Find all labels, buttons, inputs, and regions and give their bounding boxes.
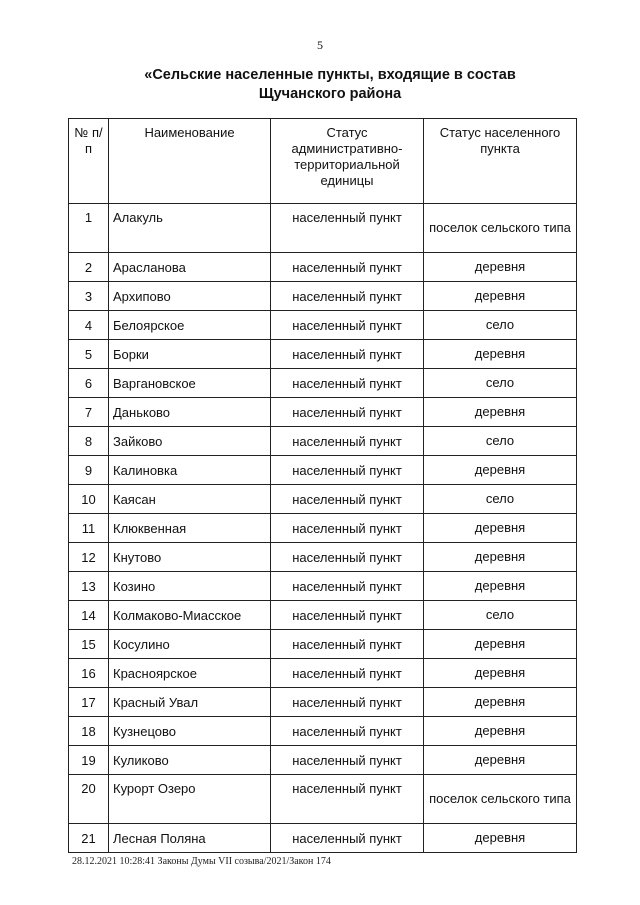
row-name: Колмаково-Миасское [109,601,271,630]
table-row [69,369,577,398]
row-admin-status: населенный пункт [271,427,424,456]
row-admin-status: населенный пункт [271,746,424,775]
row-settlement-status: деревня [424,659,577,688]
row-settlement-status: деревня [424,688,577,717]
row-settlement-status: деревня [424,514,577,543]
table-row [69,775,577,824]
row-name: Красноярское [109,659,271,688]
table-row [69,427,577,456]
row-admin-status: населенный пункт [271,282,424,311]
document-title-line-1: «Сельские населенные пункты, входящие в состав [144,67,516,83]
row-settlement-status: село [424,311,577,340]
table-row [69,398,577,427]
row-admin-status: населенный пункт [271,340,424,369]
document-footer: 28.12.2021 10:28:41 Законы Думы VII созыва/2021/Закон 174 [72,856,331,867]
header-settlement-status: Статус населенного пункта [424,119,577,204]
row-number: 6 [69,369,109,398]
row-settlement-status: деревня [424,340,577,369]
row-settlement-status: село [424,601,577,630]
row-number: 3 [69,282,109,311]
row-name: Курорт Озеро [109,775,271,824]
row-number: 14 [69,601,109,630]
header-number: № п/п [69,119,109,204]
row-name: Белоярское [109,311,271,340]
row-admin-status: населенный пункт [271,688,424,717]
row-name: Лесная Поляна [109,824,271,853]
row-admin-status: населенный пункт [271,369,424,398]
row-admin-status: населенный пункт [271,775,424,824]
row-admin-status: населенный пункт [271,514,424,543]
row-number: 2 [69,253,109,282]
row-settlement-status: село [424,485,577,514]
row-number: 12 [69,543,109,572]
row-number: 4 [69,311,109,340]
row-admin-status: населенный пункт [271,572,424,601]
settlements-table [68,118,577,853]
row-settlement-status: поселок сельского типа [424,775,577,824]
row-name: Косулино [109,630,271,659]
table-row [69,282,577,311]
row-name: Клюквенная [109,514,271,543]
row-admin-status: населенный пункт [271,204,424,253]
row-name: Куликово [109,746,271,775]
row-name: Кузнецово [109,717,271,746]
row-name: Каясан [109,485,271,514]
row-number: 11 [69,514,109,543]
row-name: Зайково [109,427,271,456]
row-number: 5 [69,340,109,369]
table-row [69,572,577,601]
table-row [69,659,577,688]
table-row [69,717,577,746]
row-admin-status: населенный пункт [271,311,424,340]
row-admin-status: населенный пункт [271,717,424,746]
row-settlement-status: поселок сельского типа [424,204,577,253]
row-number: 20 [69,775,109,824]
row-settlement-status: деревня [424,253,577,282]
row-name: Архипово [109,282,271,311]
table-row [69,456,577,485]
table-row [69,824,577,853]
table-row [69,746,577,775]
row-name: Даньково [109,398,271,427]
table-row [69,514,577,543]
row-admin-status: населенный пункт [271,824,424,853]
row-settlement-status: деревня [424,282,577,311]
row-number: 17 [69,688,109,717]
row-settlement-status: деревня [424,824,577,853]
table-row [69,630,577,659]
row-settlement-status: деревня [424,572,577,601]
page-number: 5 [317,38,323,52]
row-name: Борки [109,340,271,369]
table-row [69,311,577,340]
row-number: 1 [69,204,109,253]
row-admin-status: населенный пункт [271,659,424,688]
row-name: Кнутово [109,543,271,572]
table-row [69,543,577,572]
row-admin-status: населенный пункт [271,630,424,659]
table-row [69,340,577,369]
row-admin-status: населенный пункт [271,485,424,514]
row-name: Калиновка [109,456,271,485]
row-number: 9 [69,456,109,485]
table-row [69,253,577,282]
row-number: 7 [69,398,109,427]
row-admin-status: населенный пункт [271,456,424,485]
table-row [69,688,577,717]
table-row [69,204,577,253]
row-settlement-status: село [424,427,577,456]
row-number: 8 [69,427,109,456]
row-admin-status: населенный пункт [271,601,424,630]
row-admin-status: населенный пункт [271,543,424,572]
row-settlement-status: деревня [424,630,577,659]
row-admin-status: населенный пункт [271,253,424,282]
table-body [69,204,577,853]
row-admin-status: населенный пункт [271,398,424,427]
header-admin-status: Статус административно-территориальной единицы [271,119,424,204]
table-row [69,601,577,630]
row-name: Козино [109,572,271,601]
row-settlement-status: деревня [424,717,577,746]
row-settlement-status: деревня [424,543,577,572]
row-number: 16 [69,659,109,688]
row-number: 21 [69,824,109,853]
row-settlement-status: село [424,369,577,398]
header-name: Наименование [109,119,271,204]
row-settlement-status: деревня [424,746,577,775]
document-title [60,66,600,104]
table-row [69,485,577,514]
row-name: Варгановское [109,369,271,398]
row-name: Алакуль [109,204,271,253]
row-number: 15 [69,630,109,659]
row-name: Красный Увал [109,688,271,717]
table-header-row [69,119,577,204]
row-settlement-status: деревня [424,456,577,485]
row-number: 10 [69,485,109,514]
row-number: 19 [69,746,109,775]
row-number: 18 [69,717,109,746]
row-number: 13 [69,572,109,601]
row-name: Арасланова [109,253,271,282]
document-title-line-2: Щучанского района [258,86,402,102]
row-settlement-status: деревня [424,398,577,427]
